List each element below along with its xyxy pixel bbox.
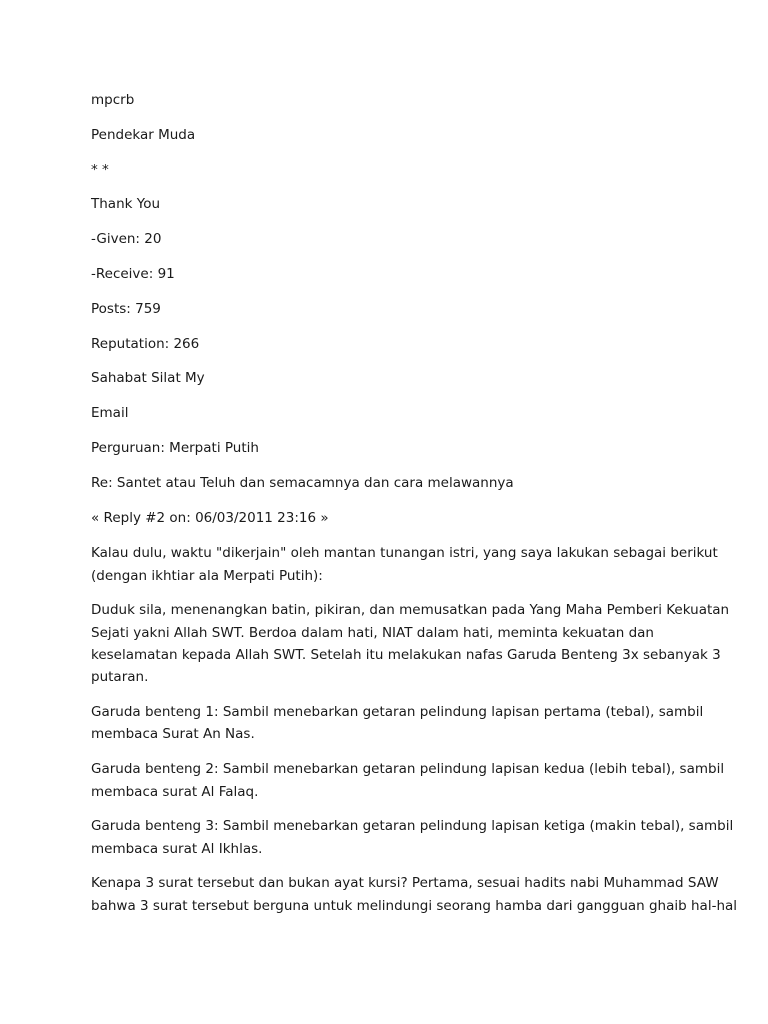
paragraph-line: bahwa 3 surat tersebut berguna untuk melindungi seorang hamba dari gangguan ghaib hal-hal	[91, 897, 738, 914]
post-subject: Re: Santet atau Teluh dan semacamnya dan cara melawannya	[91, 474, 514, 491]
paragraph-procedure	[91, 599, 730, 688]
post-count: Posts: 759	[91, 300, 161, 317]
paragraph-line: Kenapa 3 surat tersebut dan bukan ayat kursi? Pertama, sesuai hadits nabi Muhammad SAW	[91, 875, 719, 892]
paragraph-line: (dengan ikhtiar ala Merpati Putih):	[91, 567, 323, 584]
email-label: Email	[91, 405, 129, 422]
paragraph-line: membaca surat Al Falaq.	[91, 783, 259, 800]
paragraph-garuda-2	[91, 758, 725, 803]
paragraph-garuda-3	[91, 815, 734, 860]
thanks-given: -Given: 20	[91, 231, 162, 248]
thank-you-label: Thank You	[91, 196, 161, 213]
perguruan: Perguruan: Merpati Putih	[91, 439, 259, 456]
paragraph-line: Kalau dulu, waktu "dikerjain" oleh mantan tunangan istri, yang saya lakukan sebagai berikut	[91, 545, 718, 562]
paragraph-intro	[91, 542, 718, 587]
reputation: Reputation: 266	[91, 335, 200, 352]
member-rank: Pendekar Muda	[91, 126, 196, 143]
paragraph-line: keselamatan kepada Allah SWT. Setelah itu melakukan nafas Garuda Benteng 3x sebanyak 3	[91, 647, 721, 664]
thanks-received: -Receive: 91	[91, 265, 175, 282]
username: mpcrb	[91, 92, 135, 108]
paragraph-line: Duduk sila, menenangkan batin, pikiran, dan memusatkan pada Yang Maha Pemberi Kekuatan	[91, 602, 730, 619]
rank-stars: * *	[91, 161, 109, 178]
paragraph-garuda-1	[91, 701, 704, 746]
member-group: Sahabat Silat My	[91, 370, 205, 387]
paragraph-explanation	[91, 872, 738, 917]
paragraph-line: Sejati yakni Allah SWT. Berdoa dalam hati, NIAT dalam hati, meminta kekuatan dan	[91, 624, 654, 641]
reply-meta: « Reply #2 on: 06/03/2011 23:16 »	[91, 509, 329, 526]
forum-post-text	[91, 90, 738, 930]
paragraph-line: Garuda benteng 2: Sambil menebarkan getaran pelindung lapisan kedua (lebih tebal), sambil	[91, 761, 725, 778]
paragraph-line: Garuda benteng 3: Sambil menebarkan getaran pelindung lapisan ketiga (makin tebal), sambil	[91, 818, 734, 835]
paragraph-line: membaca surat Al Ikhlas.	[91, 840, 263, 857]
paragraph-line: putaran.	[91, 669, 149, 686]
paragraph-line: membaca Surat An Nas.	[91, 726, 255, 743]
paragraph-line: Garuda benteng 1: Sambil menebarkan getaran pelindung lapisan pertama (tebal), sambil	[91, 704, 704, 721]
